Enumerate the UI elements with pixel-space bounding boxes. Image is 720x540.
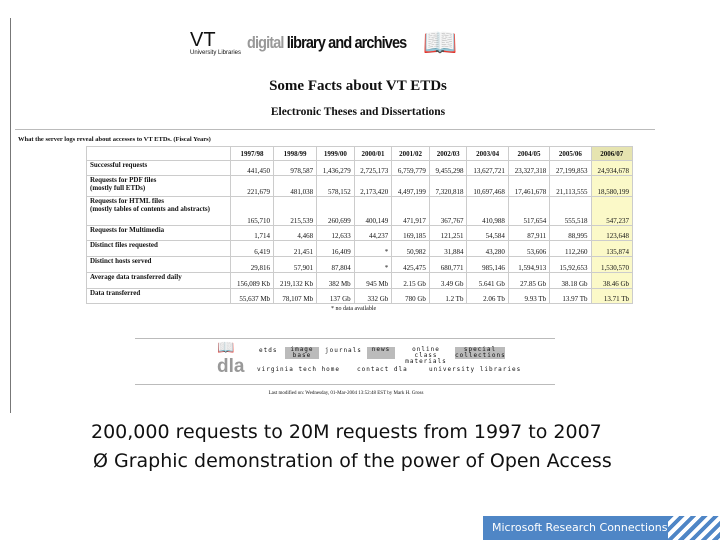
table-row	[87, 241, 633, 257]
bullet-open-access: Ø Graphic demonstration of the power of Open Access	[93, 450, 612, 472]
last-modified: Last modified on: Wednesday, 01-Mar-2004 13:52:48 EST by Mark H. Gross	[268, 391, 424, 396]
table-row	[87, 161, 633, 176]
table-cell: 680,771	[429, 257, 467, 273]
nav-university-libraries[interactable]: university libraries	[429, 366, 522, 373]
table-cell: 112,260	[550, 241, 591, 257]
nav-etds[interactable]: etds	[259, 347, 278, 354]
table-cell: 5.641 Gb	[467, 273, 508, 289]
bullet-requests: 200,000 requests to 20M requests from 1997 to 2007	[91, 421, 602, 443]
column-header	[87, 147, 231, 161]
table-cell: 21,451	[274, 241, 317, 257]
table-cell: 3.49 Gb	[429, 273, 467, 289]
table-cell: 156,089 Kb	[231, 273, 274, 289]
table-cell: 9,455,298	[429, 161, 467, 176]
table-cell: 57,901	[274, 257, 317, 273]
table-row	[87, 176, 633, 197]
table-cell: 425,475	[392, 257, 430, 273]
table-cell: 2.15 Gb	[392, 273, 430, 289]
table-cell: 23,327,318	[508, 161, 549, 176]
table-row	[87, 197, 633, 226]
divider	[15, 129, 655, 130]
row-label: Distinct files requested	[87, 241, 231, 257]
table-row	[87, 273, 633, 289]
divider	[135, 384, 555, 385]
microsoft-research-banner: Microsoft Research Connections	[483, 516, 680, 540]
table-cell: 29,816	[231, 257, 274, 273]
table-cell: 1.2 Tb	[429, 289, 467, 304]
row-label: Distinct hosts served	[87, 257, 231, 273]
table-cell: 123,648	[591, 226, 632, 241]
column-header: 2001/02	[392, 147, 430, 161]
table-cell: 400,149	[354, 197, 392, 226]
table-cell: 13.71 Tb	[591, 289, 632, 304]
table-cell: 88,995	[550, 226, 591, 241]
table-cell: 10,697,468	[467, 176, 508, 197]
column-header: 1999/00	[317, 147, 355, 161]
table-cell: 7,320,818	[429, 176, 467, 197]
table-cell: 481,038	[274, 176, 317, 197]
table-cell: 410,988	[467, 197, 508, 226]
column-header: 1997/98	[231, 147, 274, 161]
row-label: Successful requests	[87, 161, 231, 176]
table-cell: 4,468	[274, 226, 317, 241]
nav-journals[interactable]: journals	[325, 347, 362, 354]
table-row	[87, 289, 633, 304]
column-header: 2003/04	[467, 147, 508, 161]
table-cell: 165,710	[231, 197, 274, 226]
table-cell: 332 Gb	[354, 289, 392, 304]
table-cell: 27.85 Gb	[508, 273, 549, 289]
row-label: Average data transferred daily	[87, 273, 231, 289]
table-cell: 215,539	[274, 197, 317, 226]
footnote: * no data available	[331, 306, 377, 312]
table-cell: 945 Mb	[354, 273, 392, 289]
table-cell: 13.97 Tb	[550, 289, 591, 304]
table-cell: 27,199,853	[550, 161, 591, 176]
column-header: 1998/99	[274, 147, 317, 161]
nav-contact-dla[interactable]: contact dla	[357, 366, 408, 373]
table-cell: 2,173,420	[354, 176, 392, 197]
table-cell: 4,497,199	[392, 176, 430, 197]
table-cell: 6,759,779	[392, 161, 430, 176]
dla-wordmark: digital library and archives	[247, 33, 407, 52]
nav-image-base[interactable]: image base	[285, 347, 319, 359]
table-cell: 1,436,279	[317, 161, 355, 176]
divider	[135, 338, 555, 339]
nav-virginia-tech-home[interactable]: virginia tech home	[257, 366, 341, 373]
table-cell: 44,237	[354, 226, 392, 241]
table-cell: 137 Gb	[317, 289, 355, 304]
table-cell: 13,627,721	[467, 161, 508, 176]
table-cell: 9.93 Tb	[508, 289, 549, 304]
table-row	[87, 226, 633, 241]
row-label: Data transferred	[87, 289, 231, 304]
column-header: 2004/05	[508, 147, 549, 161]
table-cell: 169,185	[392, 226, 430, 241]
table-cell: 15,92,653	[550, 257, 591, 273]
dla-logo	[190, 22, 457, 64]
table-cell: 441,450	[231, 161, 274, 176]
open-book-icon: 📖	[422, 28, 458, 59]
table-cell: 221,679	[231, 176, 274, 197]
table-cell: 1,594,913	[508, 257, 549, 273]
book-icon: 📖	[217, 340, 236, 356]
table-cell: 382 Mb	[317, 273, 355, 289]
nav-news[interactable]: news	[367, 347, 395, 359]
column-header: 2000/01	[354, 147, 392, 161]
table-cell: 17,461,678	[508, 176, 549, 197]
table-caption: What the server logs reveal about accesses to VT ETDs. (Fiscal Years)	[18, 136, 211, 143]
table-cell: 38.46 Gb	[591, 273, 632, 289]
table-cell: 219,132 Kb	[274, 273, 317, 289]
table-cell: 21,113,555	[550, 176, 591, 197]
table-cell: 1,530,570	[591, 257, 632, 273]
column-header: 2002/03	[429, 147, 467, 161]
table-cell: 38.18 Gb	[550, 273, 591, 289]
column-header: 2006/07	[591, 147, 632, 161]
table-cell: 2.06 Tb	[467, 289, 508, 304]
table-cell: 1,714	[231, 226, 274, 241]
table-cell: 31,884	[429, 241, 467, 257]
table-cell: 12,633	[317, 226, 355, 241]
table-cell: *	[354, 241, 392, 257]
table-cell: 16,409	[317, 241, 355, 257]
table-cell: 54,584	[467, 226, 508, 241]
row-label: Requests for HTML files (mostly tables of contents and abstracts)	[87, 197, 231, 226]
nav-online-class-materials[interactable]: online class materials	[405, 346, 447, 365]
table-cell: 547,237	[591, 197, 632, 226]
table-cell: 2,725,173	[354, 161, 392, 176]
table-cell: *	[354, 257, 392, 273]
table-cell: 55,637 Mb	[231, 289, 274, 304]
page-title: Some Facts about VT ETDs	[269, 78, 447, 94]
table-cell: 6,419	[231, 241, 274, 257]
table-cell: 24,934,678	[591, 161, 632, 176]
table-cell: 978,587	[274, 161, 317, 176]
vt-logo: VT University Libraries	[190, 29, 242, 56]
table-cell: 471,917	[392, 197, 430, 226]
nav-special-collections[interactable]: special collections	[455, 346, 506, 359]
dla-logo-text: dla	[217, 356, 245, 377]
row-label: Requests for PDF files (mostly full ETDs)	[87, 176, 231, 197]
page-subtitle: Electronic Theses and Dissertations	[270, 106, 446, 118]
table-cell: 78,107 Mb	[274, 289, 317, 304]
table-row	[87, 257, 633, 273]
table-cell: 87,804	[317, 257, 355, 273]
column-header: 2005/06	[550, 147, 591, 161]
table-cell: 121,251	[429, 226, 467, 241]
table-cell: 135,874	[591, 241, 632, 257]
banner-stripes	[668, 516, 720, 540]
table-cell: 43,280	[467, 241, 508, 257]
table-cell: 18,580,199	[591, 176, 632, 197]
table-cell: 578,152	[317, 176, 355, 197]
table-cell: 260,699	[317, 197, 355, 226]
row-label: Requests for Multimedia	[87, 226, 231, 241]
table-cell: 985,146	[467, 257, 508, 273]
table-cell: 87,911	[508, 226, 549, 241]
table-cell: 780 Gb	[392, 289, 430, 304]
table-cell: 555,518	[550, 197, 591, 226]
table-cell: 53,606	[508, 241, 549, 257]
table-cell: 517,654	[508, 197, 549, 226]
table-cell: 50,982	[392, 241, 430, 257]
etd-stats-table	[86, 146, 633, 304]
table-cell: 367,767	[429, 197, 467, 226]
